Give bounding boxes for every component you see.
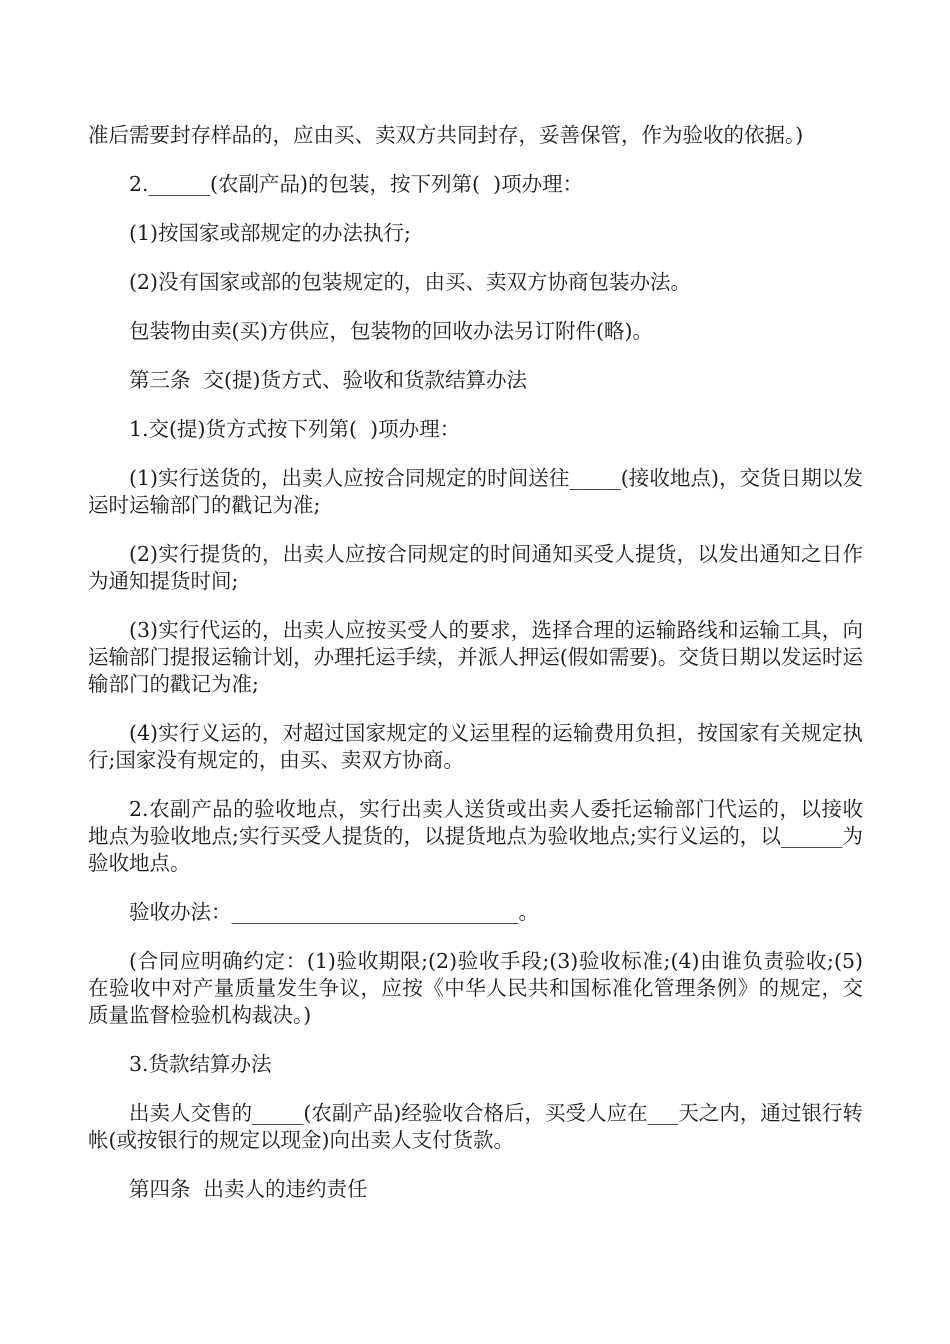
paragraph-delivery-method: 1.交(提)货方式按下列第( )项办理： xyxy=(129,417,461,441)
paragraph-delivery-option-3: (3)实行代运的，出卖人应按买受人的要求，选择合理的运输路线和运输工具，向运输部门提报运输计划，办理托运手续，并派人押运(假如需要)。交货日期以发运时运输部门的戳记为准; xyxy=(88,618,863,696)
heading-article-3: 第三条 交(提)货方式、验收和货款结算办法 xyxy=(129,368,528,392)
paragraph-payment-terms: 出卖人交售的_____(农副产品)经验收合格后，买受人应在___天之内，通过银行转帐(或按银行的规定以现金)向出卖人支付货款。 xyxy=(88,1101,863,1152)
document-body xyxy=(88,122,863,1225)
paragraph-sample-sealing-continuation: 准后需要封存样品的，应由买、卖双方共同封存，妥善保管，作为验收的依据。) xyxy=(88,123,804,147)
paragraph-delivery-option-4: (4)实行义运的，对超过国家规定的义运里程的运输费用负担，按国家有关规定执行;国家没有规定的，由买、卖双方协商。 xyxy=(88,721,863,772)
paragraph-delivery-option-1: (1)实行送货的，出卖人应按合同规定的时间送往_____(接收地点)，交货日期以发运时运输部门的戳记为准; xyxy=(88,466,863,517)
paragraph-packaging-supply: 包装物由卖(买)方供应，包装物的回收办法另订附件(略)。 xyxy=(129,319,653,343)
paragraph-delivery-option-2: (2)实行提货的，出卖人应按合同规定的时间通知买受人提货，以发出通知之日作为通知提货时间; xyxy=(88,542,863,593)
paragraph-packaging-option-2: (2)没有国家或部的包装规定的，由买、卖双方协商包装办法。 xyxy=(129,270,692,294)
heading-article-4: 第四条 出卖人的违约责任 xyxy=(129,1177,368,1201)
paragraph-inspection-method: 验收办法：____________________________。 xyxy=(129,900,539,924)
paragraph-payment-heading: 3.货款结算办法 xyxy=(129,1052,272,1076)
paragraph-inspection-note: (合同应明确约定：(1)验收期限;(2)验收手段;(3)验收标准;(4)由谁负责验收;(5)在验收中对产量质量发生争议，应按《中华人民共和国标准化管理条例》的规定，交质量监督检验机构裁决。) xyxy=(88,949,863,1027)
paragraph-packaging-option-1: (1)按国家或部规定的办法执行; xyxy=(129,221,411,245)
paragraph-inspection-location: 2.农副产品的验收地点，实行出卖人送货或出卖人委托运输部门代运的，以接收地点为验收地点;实行买受人提货的，以提货地点为验收地点;实行义运的，以______为验收地点。 xyxy=(88,797,863,875)
paragraph-packaging-clause: 2.______(农副产品)的包装，按下列第( )项办理： xyxy=(129,172,584,196)
